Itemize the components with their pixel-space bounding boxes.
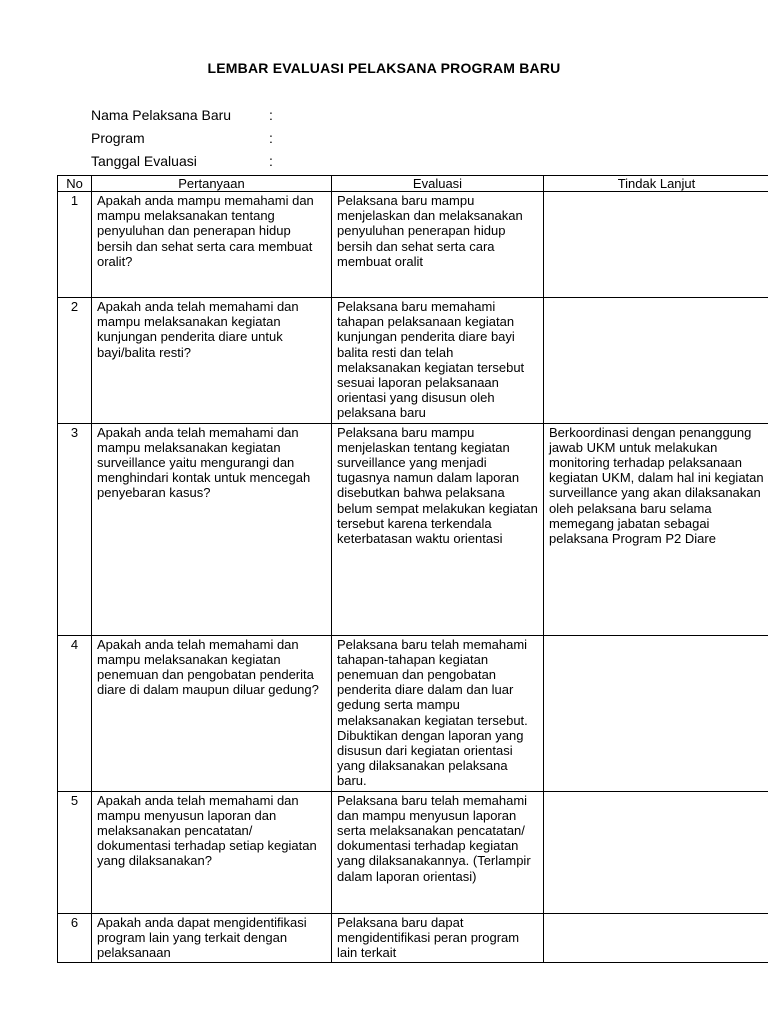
column-header-tindak-lanjut: Tindak Lanjut [544,176,768,192]
field-colon: : [269,107,273,123]
row-question: Apakah anda dapat mengidentifikasi program lain yang terkait dengan pelaksanaan [92,913,332,963]
table-header-row [58,176,768,192]
row-evaluation: Pelaksana baru telah memahami tahapan-tahapan kegiatan penemuan dan pengobatan penderita diare dalam dan luar gedung serta mampu melaksanakan kegiatan tersebut. Dibuktikan dengan laporan yang disusun dari kegiatan orientasi yang dilaksanakan pelaksana baru. [332,635,544,791]
row-number: 2 [58,298,92,424]
row-number: 4 [58,635,92,791]
row-question: Apakah anda telah memahami dan mampu melaksanakan kegiatan surveillance yaitu mengurangi dan menghindari kontak untuk mencegah penyebaran kasus? [92,423,332,635]
row-number: 1 [58,192,92,298]
row-follow-up [544,635,768,791]
row-follow-up [544,913,768,963]
table-row [58,913,768,963]
row-number: 6 [58,913,92,963]
column-header-pertanyaan: Pertanyaan [92,176,332,192]
table-row [58,791,768,913]
table-header [58,176,768,192]
document-title: LEMBAR EVALUASI PELAKSANA PROGRAM BARU [207,60,561,76]
table-row [58,423,768,635]
row-evaluation: Pelaksana baru mampu menjelaskan tentang kegiatan surveillance yang menjadi tugasnya namun dalam laporan disebutkan bahwa pelaksana belum sempat melakukan kegiatan tersebut karena terkendala keterbatasan waktu orientasi [332,423,544,635]
row-follow-up [544,791,768,913]
row-follow-up [544,298,768,424]
row-evaluation: Pelaksana baru memahami tahapan pelaksanaan kegiatan kunjungan penderita diare bayi balita resti dan telah melaksanakan kegiatan tersebut sesuai laporan pelaksanaan orientasi yang disusun oleh pelaksana baru [332,298,544,424]
row-evaluation: Pelaksana baru dapat mengidentifikasi peran program lain terkait [332,913,544,963]
column-header-no: No [58,176,92,192]
field-label: Tanggal Evaluasi [91,153,197,169]
field-colon: : [269,130,273,146]
field-label: Nama Pelaksana Baru [91,107,232,123]
row-question: Apakah anda telah memahami dan mampu melaksanakan kegiatan kunjungan penderita diare untuk bayi/balita resti? [92,298,332,424]
field-label: Program [91,130,145,146]
row-question: Apakah anda telah memahami dan mampu melaksanakan kegiatan penemuan dan pengobatan penderita diare di dalam maupun diluar gedung? [92,635,332,791]
field-colon: : [269,153,273,169]
row-follow-up [544,192,768,298]
row-number: 3 [58,423,92,635]
identity-fields [91,106,281,175]
evaluation-table [57,175,768,963]
row-follow-up: Berkoordinasi dengan penanggung jawab UKM untuk melakukan monitoring terhadap pelaksanaan kegiatan UKM, dalam hal ini kegiatan surveillance yang akan dilaksanakan oleh pelaksana baru selama memegang jabatan sebagai pelaksana Program P2 Diare [544,423,768,635]
field-tanggal-evaluasi [91,152,281,175]
table-row [58,298,768,424]
field-nama-pelaksana-baru [91,106,281,129]
row-question: Apakah anda mampu memahami dan mampu melaksanakan tentang penyuluhan dan penerapan hidup bersih dan sehat serta cara membuat oralit? [92,192,332,298]
table-row [58,635,768,791]
table-body [58,192,768,963]
row-number: 5 [58,791,92,913]
field-program [91,129,281,152]
column-header-evaluasi: Evaluasi [332,176,544,192]
row-evaluation: Pelaksana baru mampu menjelaskan dan melaksanakan penyuluhan penerapan hidup bersih dan sehat serta cara membuat oralit [332,192,544,298]
table-row [58,192,768,298]
row-evaluation: Pelaksana baru telah memahami dan mampu menyusun laporan serta melaksanakan pencatatan/ dokumentasi terhadap kegiatan yang dilaksanakannya. (Terlampir dalam laporan orientasi) [332,791,544,913]
row-question: Apakah anda telah memahami dan mampu menyusun laporan dan melaksanakan pencatatan/ dokumentasi terhadap setiap kegiatan yang dilaksanakan? [92,791,332,913]
